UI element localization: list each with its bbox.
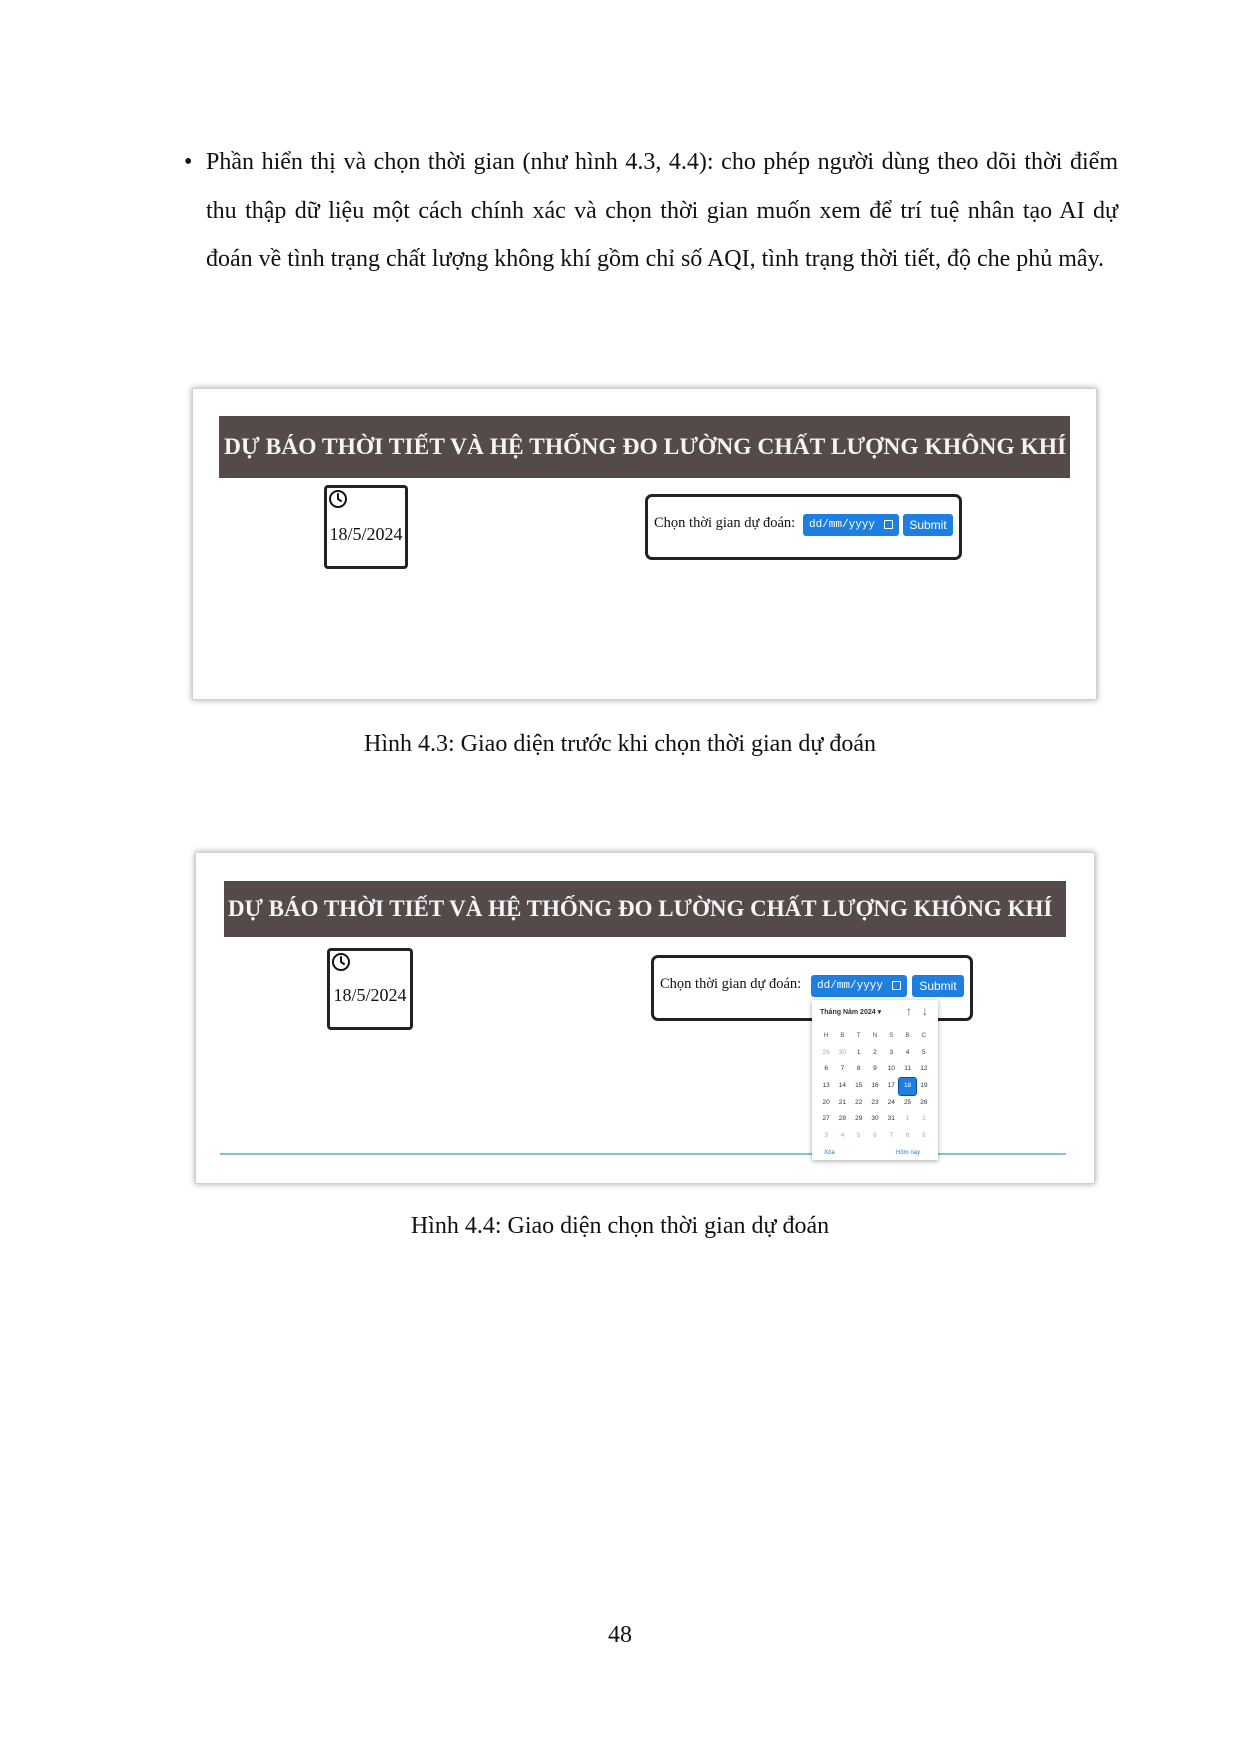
calendar-day[interactable]: 23	[871, 1098, 879, 1106]
calendar-day[interactable]: 24	[887, 1098, 895, 1106]
calendar-day[interactable]: 26	[920, 1098, 928, 1106]
calendar-day[interactable]: 30	[871, 1115, 879, 1123]
calendar-day[interactable]: 28	[838, 1115, 847, 1123]
calendar-day[interactable]: 12	[920, 1065, 928, 1073]
calendar-icon[interactable]	[884, 520, 893, 529]
calendar-day[interactable]: 2	[922, 1115, 926, 1123]
section-divider	[220, 1153, 1066, 1155]
calendar-day[interactable]: 15	[855, 1082, 863, 1090]
calendar-day[interactable]: 3	[889, 1048, 894, 1056]
bullet-paragraph	[184, 138, 1118, 284]
calendar-day[interactable]: 3	[824, 1132, 828, 1140]
clock-icon	[331, 952, 351, 972]
calendar-day[interactable]: 29	[822, 1048, 830, 1056]
time-display-card	[324, 485, 408, 569]
calendar-day[interactable]: 20	[822, 1098, 830, 1106]
calendar-day[interactable]: 27	[822, 1115, 830, 1123]
calendar-today-button[interactable]: Hôm nay	[896, 1150, 921, 1156]
time-display-card	[327, 948, 413, 1030]
date-input[interactable]	[811, 975, 907, 997]
calendar-day[interactable]: 9	[873, 1065, 877, 1073]
prev-month-arrow-icon[interactable]: ↑	[906, 1004, 912, 1018]
calendar-day[interactable]: 2	[873, 1048, 877, 1056]
calendar-popup	[812, 1000, 938, 1160]
calendar-day[interactable]: 29	[855, 1115, 863, 1123]
calendar-grid	[818, 1028, 932, 1145]
picker-label: Chọn thời gian dự đoán:	[654, 515, 796, 531]
calendar-weekday: S	[889, 1032, 894, 1039]
calendar-day[interactable]: 25	[903, 1098, 912, 1106]
submit-button[interactable]: Submit	[912, 975, 964, 997]
page-number: 48	[608, 1622, 632, 1648]
calendar-day[interactable]: 16	[871, 1082, 879, 1090]
app-title-banner	[224, 881, 1066, 937]
calendar-day[interactable]: 19	[920, 1082, 928, 1090]
bullet-marker: •	[184, 149, 193, 175]
figure-4-4-screenshot	[195, 852, 1095, 1184]
calendar-weekday: C	[921, 1032, 927, 1039]
calendar-day[interactable]: 7	[889, 1132, 894, 1140]
calendar-weekday: N	[872, 1032, 878, 1039]
date-input[interactable]	[803, 514, 899, 536]
calendar-month-select[interactable]: Tháng Năm 2024 ▾	[820, 1009, 882, 1016]
current-date: 18/5/2024	[333, 985, 407, 1005]
app-title-text: DỰ BÁO THỜI TIẾT VÀ HỆ THỐNG ĐO LƯỜNG CHẤT LƯỢNG KHÔNG KHÍ	[224, 434, 1067, 460]
figure-4-4-caption: Hình 4.4: Giao diện chọn thời gian dự đoán	[410, 1213, 830, 1239]
calendar-clear-button[interactable]: Xóa	[824, 1150, 835, 1156]
figure-4-3-screenshot	[192, 388, 1097, 700]
calendar-icon[interactable]	[892, 981, 901, 990]
calendar-day[interactable]: 10	[887, 1065, 895, 1073]
calendar-day[interactable]: 9	[922, 1132, 926, 1140]
picker-label: Chọn thời gian dự đoán:	[660, 976, 802, 992]
calendar-day[interactable]: 14	[838, 1082, 847, 1090]
current-date: 18/5/2024	[329, 524, 403, 544]
calendar-day[interactable]: 6	[873, 1132, 877, 1140]
calendar-day[interactable]: 22	[855, 1098, 863, 1106]
calendar-day[interactable]: 5	[922, 1048, 926, 1056]
calendar-day[interactable]: 17	[887, 1082, 895, 1090]
clock-icon	[328, 489, 348, 509]
date-input-placeholder: dd/mm/yyyy	[809, 519, 876, 531]
calendar-day[interactable]: 7	[840, 1065, 845, 1073]
calendar-day[interactable]: 1	[856, 1048, 861, 1056]
submit-button[interactable]: Submit	[903, 514, 953, 536]
calendar-day[interactable]: 5	[856, 1132, 861, 1140]
calendar-day[interactable]: 21	[838, 1098, 847, 1106]
date-picker-card	[645, 494, 962, 560]
calendar-weekday: B	[840, 1032, 845, 1039]
app-title-banner	[219, 416, 1070, 478]
calendar-day[interactable]: 4	[840, 1132, 845, 1140]
next-month-arrow-icon[interactable]: ↓	[922, 1004, 928, 1018]
figure-4-3-caption: Hình 4.3: Giao diện trước khi chọn thời gian dự đoán	[364, 731, 876, 757]
date-input-placeholder: dd/mm/yyyy	[817, 980, 884, 992]
calendar-day[interactable]: 1	[905, 1115, 910, 1123]
calendar-weekday: T	[856, 1032, 861, 1039]
calendar-day[interactable]: 8	[856, 1065, 861, 1073]
calendar-day[interactable]: 11	[904, 1065, 911, 1073]
app-title-text: DỰ BÁO THỜI TIẾT VÀ HỆ THỐNG ĐO LƯỜNG CHẤT LƯỢNG KHÔNG KHÍ	[228, 896, 1053, 921]
calendar-day[interactable]: 31	[887, 1115, 895, 1123]
calendar-day[interactable]: 30	[838, 1048, 847, 1056]
calendar-weekday: B	[905, 1032, 910, 1039]
calendar-day[interactable]: 4	[905, 1048, 910, 1056]
calendar-day[interactable]: 6	[824, 1065, 828, 1073]
calendar-day-selected[interactable]: 18	[899, 1078, 915, 1095]
calendar-weekday: H	[823, 1032, 829, 1039]
calendar-day[interactable]: 8	[905, 1132, 910, 1140]
calendar-day[interactable]: 13	[822, 1082, 830, 1090]
paragraph-text: Phần hiển thị và chọn thời gian (như hình 4.3, 4.4): cho phép người dùng theo dõi thời điểm thu thập dữ liệu một cách chính xác và chọn thời gian muốn xem để trí tuệ nhân tạo AI dự đoán về tình trạng chất lượng không khí gồm chỉ số AQI, tình trạng thời tiết, độ che phủ mây.	[206, 149, 1118, 272]
